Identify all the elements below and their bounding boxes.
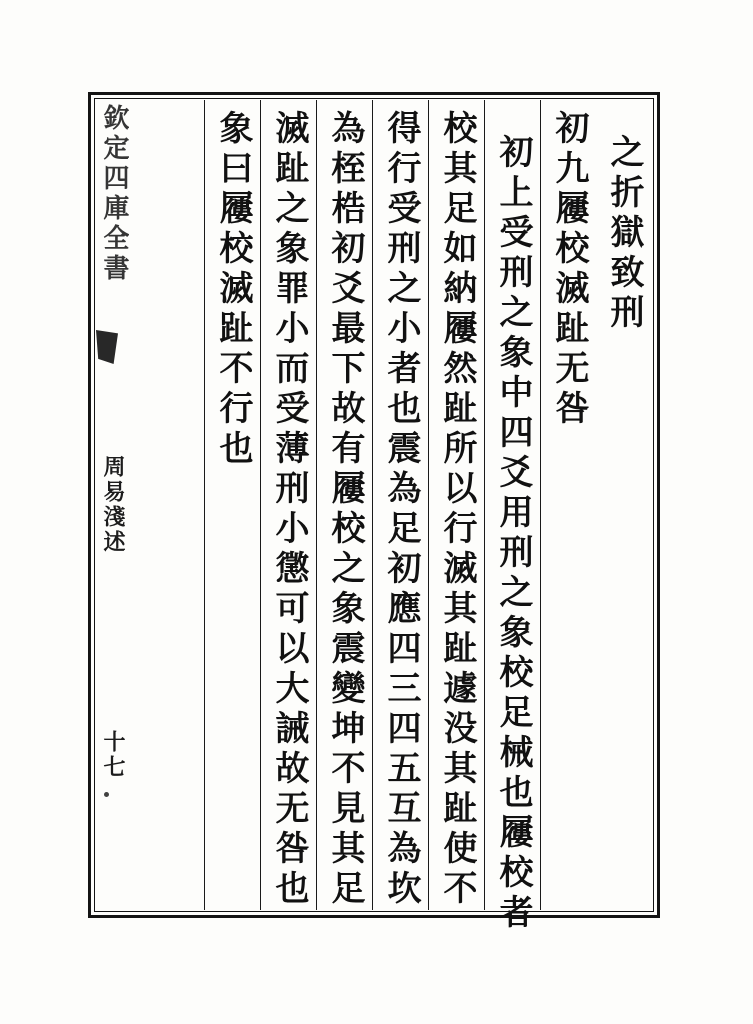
column-text: 象曰屨校滅趾不行也 bbox=[213, 110, 253, 470]
column-text: 之折獄致刑 bbox=[604, 134, 644, 334]
column-text: 校其足如納屨然趾所以行滅其趾遽没其趾使不 bbox=[437, 110, 477, 910]
column-text: 滅趾之象罪小而受薄刑小懲可以大誡故无咎也 bbox=[269, 110, 309, 910]
edge-header-text: 欽定四庫全書 bbox=[99, 104, 129, 284]
page-number: 十七 bbox=[100, 730, 126, 780]
text-column-container bbox=[96, 100, 652, 934]
column-text: 為桎梏初爻最下故有屨校之象震變坤不見其足 bbox=[325, 110, 365, 910]
text-column-8 bbox=[204, 100, 260, 910]
column-text: 得行受刑之小者也震為足初應四三四五互為坎 bbox=[381, 110, 421, 910]
spine-title: 周易淺述 bbox=[100, 455, 126, 555]
column-text: 初上受刑之象中四爻用刑之象校足械也屨校者 bbox=[493, 134, 533, 934]
column-text: 初九屨校滅趾无咎 bbox=[549, 110, 589, 430]
